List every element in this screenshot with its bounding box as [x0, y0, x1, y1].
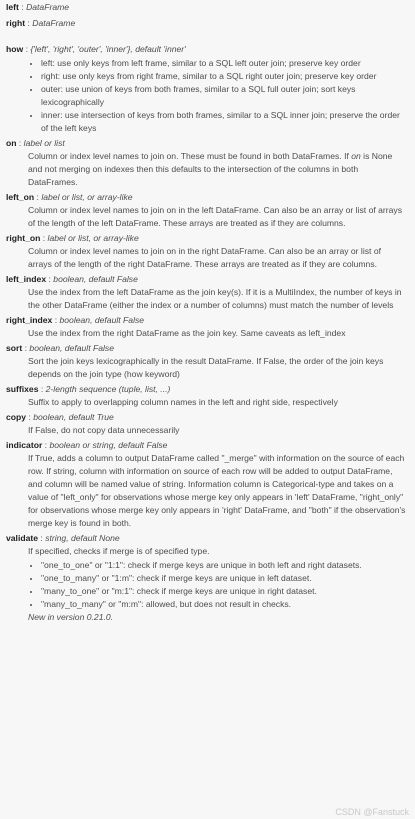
desc-text: Column or index level names to join on. These must be found in both DataFrames. If	[28, 151, 352, 161]
param-description: If True, adds a column to output DataFrame called "_merge" with information on the source of each row. If string, column with information on source of each row will be added to output DataFrame, and column will be named value of string. Information column is Categorical-type and takes on a value of "left_only" for observations whose merge key only appears in 'left' DataFrame, "right_only" for observations whose merge key only appears in 'right' DataFrame, and "both" if the observation's merge key is found in both.	[28, 453, 406, 528]
list-item: • left: use only keys from left frame, similar to a SQL left outer join; preserve key order	[41, 57, 407, 70]
param-left-on	[6, 191, 407, 230]
watermark: CSDN @Fanstuck	[335, 807, 409, 817]
param-type: boolean, default True	[33, 412, 114, 422]
param-name: right_on	[6, 233, 41, 243]
param-right	[6, 17, 407, 30]
separator: :	[22, 343, 30, 353]
param-right-on	[6, 232, 407, 271]
how-options-list	[6, 57, 407, 135]
param-copy	[6, 411, 407, 437]
param-on	[6, 137, 407, 189]
separator: :	[42, 440, 50, 450]
param-right-index	[6, 314, 407, 340]
param-description: Use the index from the right DataFrame as the join key. Same caveats as left_index	[28, 328, 346, 338]
param-type: {'left', 'right', 'outer', 'inner'}, default 'inner'	[30, 44, 186, 54]
param-type: label or list	[23, 138, 65, 148]
param-type: label or list, or array-like	[47, 233, 139, 243]
separator: :	[52, 315, 60, 325]
param-left	[6, 1, 407, 14]
list-item: • "many_to_many" or "m:m": allowed, but does not result in checks.	[41, 598, 407, 611]
param-name: left	[6, 2, 19, 12]
separator: :	[16, 138, 24, 148]
separator: :	[25, 18, 33, 28]
param-type: 2-length sequence (tuple, list, ...)	[45, 384, 171, 394]
param-type: label or list, or array-like	[41, 192, 133, 202]
param-description: Sort the join keys lexicographically in the result DataFrame. If False, the order of the join keys depends on the join type (how keyword)	[28, 356, 384, 379]
version-note: New in version 0.21.0.	[28, 612, 114, 622]
param-name: on	[6, 138, 17, 148]
param-type: boolean, default False	[53, 274, 138, 284]
param-indicator	[6, 439, 407, 530]
separator: :	[40, 233, 48, 243]
param-type: boolean or string, default False	[49, 440, 168, 450]
param-description: Column or index level names to join on in the right DataFrame. Can also be an array or list of arrays of the length of the right DataFrame. These arrays are treated as if they are columns.	[28, 246, 381, 269]
list-item: • "many_to_one" or "m:1": check if merge keys are unique in right dataset.	[41, 585, 407, 598]
param-name: how	[6, 44, 24, 54]
list-item: • outer: use union of keys from both frames, similar to a SQL full outer join; sort keys lexicographically	[41, 83, 407, 109]
list-item: • right: use only keys from right frame, similar to a SQL right outer join; preserve key order	[41, 70, 407, 83]
param-type: DataFrame	[32, 18, 76, 28]
param-name: left_index	[6, 274, 47, 284]
list-item: • "one_to_many" or "1:m": check if merge keys are unique in left dataset.	[41, 572, 407, 585]
param-sort	[6, 342, 407, 381]
param-description: If specified, checks if merge is of specified type.	[28, 546, 210, 556]
param-how	[6, 43, 407, 135]
param-description: If False, do not copy data unnecessarily	[28, 425, 180, 435]
validate-options-list	[6, 559, 407, 611]
param-type: string, default None	[45, 533, 120, 543]
separator: :	[46, 274, 54, 284]
param-description	[6, 150, 407, 189]
param-name: suffixes	[6, 384, 39, 394]
param-name: left_on	[6, 192, 35, 202]
param-type: DataFrame	[26, 2, 70, 12]
param-left-index	[6, 273, 407, 312]
param-name: validate	[6, 533, 39, 543]
param-name: sort	[6, 343, 23, 353]
param-description: Suffix to apply to overlapping column names in the left and right side, respectively	[28, 397, 338, 407]
list-item: • "one_to_one" or "1:1": check if merge keys are unique in both left and right datasets.	[41, 559, 407, 572]
separator: :	[18, 2, 27, 12]
param-name: copy	[6, 412, 27, 422]
param-suffixes	[6, 383, 407, 409]
param-type: boolean, default False	[59, 315, 145, 325]
desc-emphasis: on	[351, 151, 361, 161]
desc-text: is None and not merging on indexes then this defaults to the intersection of the columns in both DataFrames.	[28, 151, 393, 187]
separator: :	[34, 192, 42, 202]
param-validate	[6, 532, 407, 624]
separator: :	[38, 384, 46, 394]
param-name: right	[6, 18, 26, 28]
param-type: boolean, default False	[29, 343, 114, 353]
param-name: indicator	[6, 440, 43, 450]
param-name: right_index	[6, 315, 53, 325]
separator: :	[26, 412, 34, 422]
param-description: Column or index level names to join on in the left DataFrame. Can also be an array or list of arrays of the length of the left DataFrame. These arrays are treated as if they are columns.	[28, 205, 403, 228]
separator: :	[38, 533, 46, 543]
param-description: Use the index from the left DataFrame as the join key(s). If it is a MultiIndex, the number of keys in the other DataFrame (either the index or a number of columns) must match the number of levels	[28, 287, 402, 310]
separator: :	[23, 44, 31, 54]
list-item: • inner: use intersection of keys from both frames, similar to a SQL inner join; preserve the order of the left keys	[41, 109, 407, 135]
